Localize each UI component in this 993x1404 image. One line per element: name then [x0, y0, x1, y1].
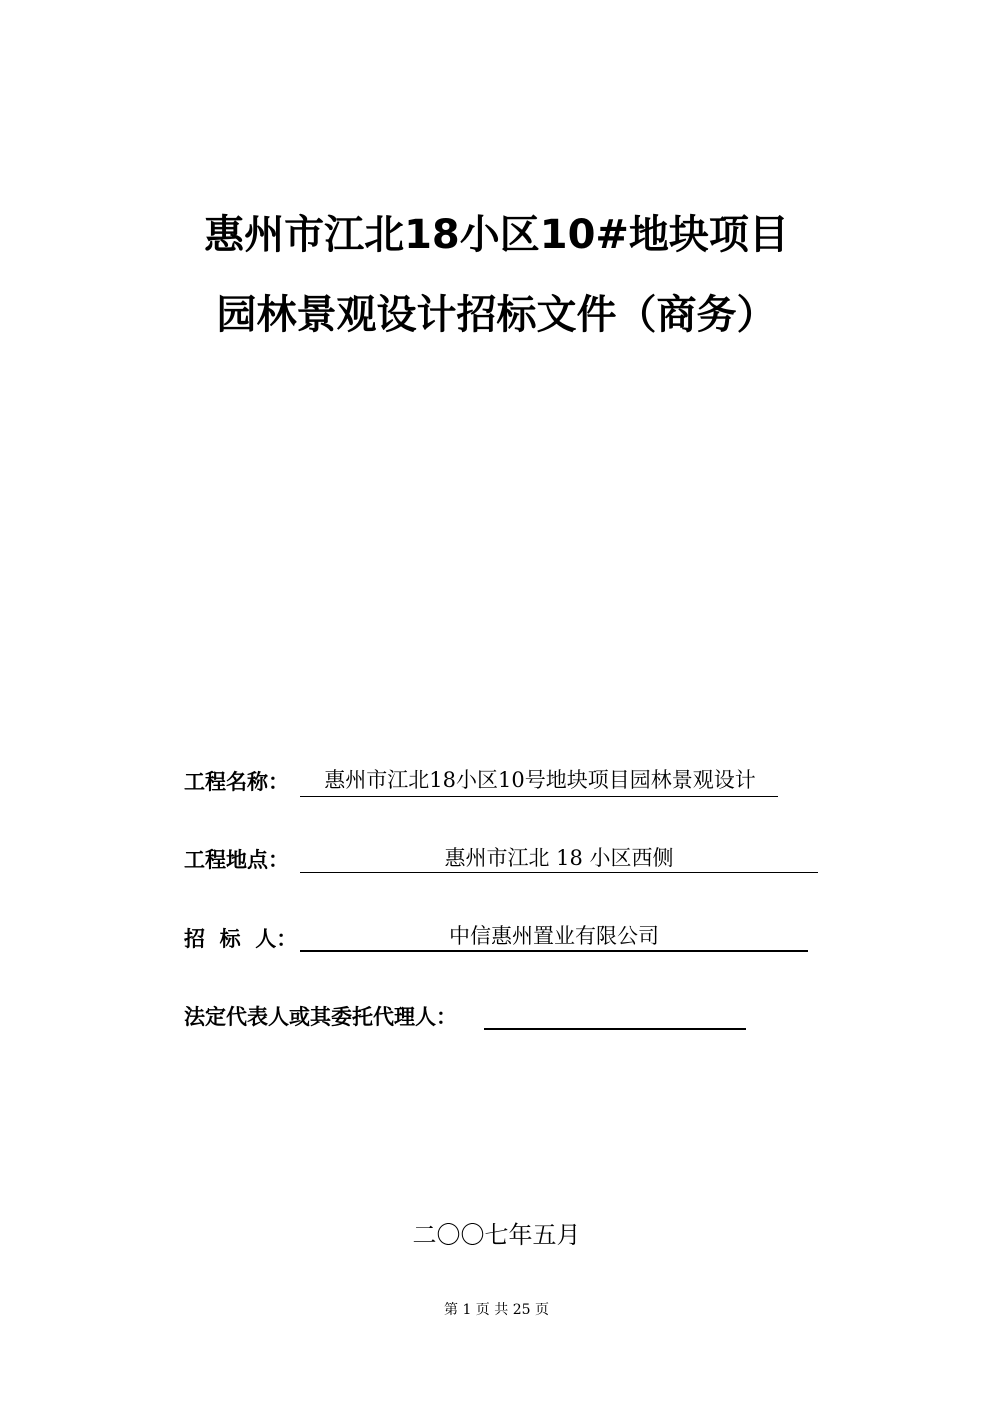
- tenderer-underline: [300, 950, 808, 952]
- project-name-label: 工程名称：: [184, 770, 289, 794]
- document-title-line-2: 园林景观设计招标文件（商务）: [216, 292, 777, 338]
- project-location-label: 工程地点：: [184, 848, 289, 872]
- tenderer-label: 招 标 人：: [184, 927, 298, 951]
- project-name-value: 惠州市江北18小区10号地块项目园林景观设计: [324, 768, 756, 792]
- project-location-value: 惠州市江北 18 小区西侧: [444, 846, 674, 870]
- legal-representative-underline: [484, 1028, 746, 1030]
- legal-representative-label: 法定代表人或其委托代理人：: [184, 1005, 457, 1029]
- project-location-underline: [300, 872, 818, 873]
- project-name-underline: [300, 796, 778, 797]
- page-footer: 第 1 页 共 25 页: [444, 1302, 549, 1318]
- document-date: 二〇〇七年五月: [412, 1221, 581, 1249]
- document-title-line-1: 惠州市江北18小区10#地块项目: [204, 212, 789, 258]
- tenderer-value: 中信惠州置业有限公司: [449, 924, 659, 948]
